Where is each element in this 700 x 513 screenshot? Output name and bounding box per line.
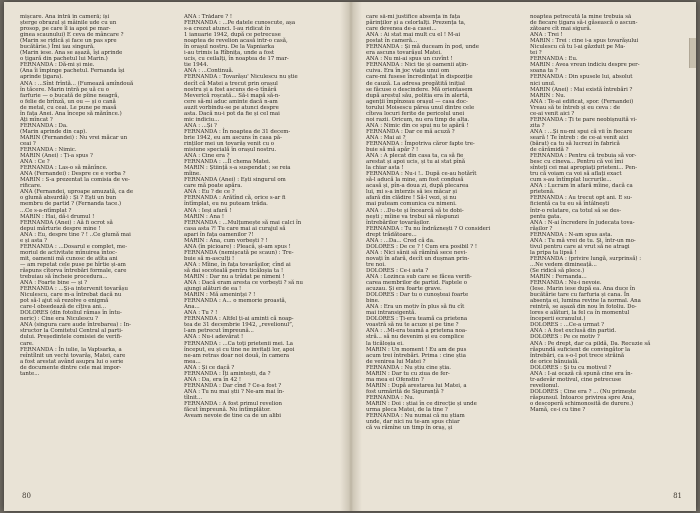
text-line: prosop, pe care îl ia apoi pe mar-: [20, 26, 111, 33]
text-line: buie să m-asculți !: [184, 255, 235, 262]
text-line: MARIN : Doi : știai în ce direcție și unde: [366, 401, 477, 407]
text-line: cuiva. Era în joc viața unui om: [366, 68, 450, 75]
text-line: mîine.: [184, 171, 201, 178]
text-line: voastră să nu te acuze și pe tine ?: [366, 322, 459, 329]
text-line: depui mărturie despre mine !: [20, 225, 101, 232]
text-line: FERNANDA : Da.: [20, 122, 68, 129]
text-line: tei ?: [530, 50, 542, 57]
text-line: FERNANDA : Nimic.: [20, 147, 77, 154]
text-line: buie să mă apăr ? !: [366, 147, 419, 154]
text-line: ANA : Tu nu mai știi ? Ne-am mai în-: [184, 388, 285, 395]
text-line: membru de partid ? (Fernanda tace.): [20, 201, 122, 208]
text-line: prietenă.: [530, 189, 555, 196]
text-line: ANA : Eu ? de ce ?: [184, 189, 235, 196]
text-line: Mamă, ce-i cu tine ?: [530, 407, 586, 414]
text-line: FERNANDA : Nu numai că nu știam: [366, 413, 465, 420]
text-line: ginea scaunului) E ceva de mâncare ?: [20, 32, 124, 39]
text-line: (Marin se ridică și face un pas spre: [20, 38, 117, 45]
book-gutter: [340, 2, 362, 511]
text-line: stră... să nu devenim și eu complice: [366, 334, 464, 341]
text-line: într-o relatare, ca totul să se des-: [530, 207, 622, 214]
text-line: de cărămidă ?: [530, 147, 569, 154]
text-line: părinților și a celorlalți. Prezența ta,: [366, 20, 466, 27]
text-line: mai puteam comunica cu nimeni.: [366, 201, 457, 208]
text-line: în orașul nostru. De la Vapniarka: [184, 44, 275, 51]
text-line: a fost arestat având asupra lui o serie: [20, 358, 124, 365]
text-line: o țigară din pachetul lui Marin.): [20, 56, 108, 63]
text-line: ANA : Și ce dacă ?: [184, 364, 235, 371]
text-line: MARIN (Anei) : Mai există întrebări ?: [530, 86, 633, 93]
text-line: FERNANDA (nemișcată pe scaun) : Tre-: [184, 249, 294, 256]
text-line: tr-adevăr motivul, cine petrecuse: [530, 376, 622, 383]
text-line: 1 ianuarie 1942, după ce petrecuse: [184, 32, 281, 39]
text-line: tre noi.: [366, 261, 386, 268]
text-line: FERNANDA (Anei) : Aă fi ocrot să: [20, 219, 113, 226]
text-line: moriul de activitate mînuirea întoc-: [20, 249, 117, 256]
text-line: fost urmărită de Siguranță ?: [366, 388, 444, 395]
text-line: mit, oamenii mă cunosc de atîta ani: [20, 255, 118, 262]
text-line: FERNANDA : Dar ce mă acuză ?: [366, 128, 455, 135]
text-line: FERNANDA : Nici tie și oamenii ațin-: [366, 62, 469, 69]
text-line: FERNANDA : A... o memorie proastă,: [184, 298, 287, 305]
text-line: FERNANDA : Las-o să mănînce.: [20, 165, 108, 172]
text-line: FERNANDA : ...Ca toți prietenii mei. La: [184, 340, 293, 347]
text-line: torului Moisescu părea unul dintre cele: [366, 104, 475, 111]
text-line: FERNANDA : Și mă duceam în pod, unde: [366, 44, 479, 51]
text-line: cere să-mi aduc aminte dacă n-am: [184, 98, 278, 105]
text-line: e și asta ?: [20, 237, 48, 244]
text-line: de fiecare țigara să-i găsească o ascun-: [530, 20, 638, 27]
text-line: FERNANDA : Arătînd că, orice s-ar fi: [184, 195, 286, 202]
text-line: reintră, se așază din nou în fotoliu. Do-: [530, 304, 637, 311]
text-line: FERNANDA : Îți amintești, da ?: [184, 370, 271, 377]
text-line: FERNANDA : Au trecut opt ani. E su-: [530, 195, 633, 202]
text-line: FERNANDA : Tu nu îndrăznești ? O consideri: [366, 225, 491, 232]
text-line: MARIN : Ana, cum vorbești ? !: [184, 237, 268, 244]
text-line: (Iese. Marin iese după ea. Ana duce în: [530, 286, 636, 293]
text-line: FERNANDA : Nu-i nevoie.: [530, 280, 602, 287]
text-line: MARIN : Ana !: [184, 213, 225, 220]
text-line: misiune specială în orașul nostru.: [184, 147, 277, 154]
text-line: ANA : Tu ? !: [184, 310, 218, 317]
text-line: l-am petrecut împreună...: [184, 328, 254, 335]
text-line: ANA : ...Și nu-mi spui că vii în fiecare: [530, 128, 633, 135]
text-line: cîteva locuri ferite de pericolul unei: [366, 110, 465, 117]
text-line: noi razii. Oricum, nu era timp de alta.: [366, 116, 470, 123]
text-line: zita ?: [530, 122, 545, 129]
text-line: ANA : ..Du-te și încearcă să te dobi-: [366, 207, 464, 214]
text-line: FERNANDA : Dar cînd ? Ce-a fost ?: [184, 382, 282, 389]
text-line: (Marin iese. Ana se așază, își aprinde: [20, 50, 123, 57]
text-line: trebuiau să încheie procedura...: [20, 274, 108, 281]
text-line: DOLORES : Ce-i asta ?: [366, 267, 429, 274]
text-line: ANA (singura care aude întrebarea) : In-: [20, 322, 132, 329]
text-line: ANA : ...Și ?: [184, 122, 217, 129]
left-page-number: 80: [22, 492, 31, 500]
text-line: mea...: [184, 358, 201, 365]
text-line: farfurie — o bucată de pîine neagră,: [20, 92, 120, 99]
text-line: mișcare. Ana intră în cameră; își: [20, 14, 110, 20]
text-line: acuzau. Și era foarte grave.: [366, 286, 442, 293]
text-line: FERNANDA : N-am spus asta.: [530, 231, 613, 238]
text-line: (Ana îi împinge pachetul. Fernanda își: [20, 68, 125, 75]
text-line: Vreau să te întreb și eu ceva : de: [530, 104, 621, 111]
text-line: mic indiciu...: [184, 116, 220, 123]
text-line: răspundă suficient de convingător la: [530, 346, 631, 353]
text-line: MARIN : Hai, dă-i drumul !: [20, 213, 95, 220]
text-line: (Se ridică să plece.): [530, 267, 585, 274]
text-line: FERNANDA : În iulie, la Vaptsarka, a: [20, 346, 122, 353]
text-line: ANA : Mîine, în fața tovarășilor, cînd ai: [184, 261, 291, 268]
text-line: ANA : ...Continuă.: [184, 68, 234, 75]
text-line: de cauză. La adresa pregătită inițial: [366, 80, 465, 87]
text-line: care devenea de-a casei...: [366, 26, 437, 33]
text-line: tante...: [20, 370, 40, 377]
text-line: absența ei, lumina revine la normal. Ana: [530, 298, 641, 305]
text-line: ANA : Da, era în 42 !: [184, 376, 242, 383]
text-line: noaptea petrecută la mine trebuia să: [530, 14, 632, 20]
text-line: rășilor ?: [530, 225, 553, 232]
text-line: MARIN : Trei : cine i-a spus tovarășului: [530, 38, 639, 45]
text-line: MARIN (Anei) : Ți-a spus ?: [20, 153, 93, 160]
text-line: ANA (Fernandei, uproape amuzată, ca de: [20, 189, 134, 196]
text-line: FERNANDA : (privire lungă, surprinsă) :: [530, 255, 642, 262]
text-line: revelionul.: [530, 382, 560, 389]
text-line: la ticăloșia ei.: [366, 340, 404, 347]
text-line: MARIN : Dar nu a trădat pe nimeni !: [184, 274, 285, 281]
text-line: (bărat) ca tu să lucrezi în fabrică: [530, 140, 620, 147]
text-line: ANA : Era un motiv în plus să fiu cît: [366, 304, 465, 311]
text-line: lores e alături, la fel ca în momentul: [530, 310, 630, 317]
text-line: decît că Matei a trecut prin orașul: [184, 80, 278, 87]
text-line: lui, mi s-a interzis să ies măcar și: [366, 189, 458, 196]
text-line: acum trei întrebări. Prima : cine știa: [366, 352, 466, 359]
text-line: casa asta ?! Tu care mai ai curajul să: [184, 225, 286, 232]
text-line: rificare.: [20, 183, 42, 190]
text-line: care-l obsedează de cîțiva ani...: [20, 304, 107, 311]
text-line: ANA (Fernandei) : Despre ce e vorba ?: [20, 171, 126, 178]
text-line: ANA : A fost exclusă din partid.: [530, 328, 617, 335]
text-line: care-mi fusese încredințat în dispoziție: [366, 74, 473, 81]
text-line: tea de 31 decembrie 1942, „revelionul”,: [184, 322, 294, 329]
text-line: pentu gata.: [530, 213, 562, 220]
text-line: FERNANDA : ...Și-a intervenit tovarășu: [20, 286, 128, 293]
text-line: ce-ai venit aici ?: [530, 110, 575, 117]
text-line: răspunsul. Întoarce privirea spre Ana,: [530, 394, 635, 401]
text-line: ajungi alături de ea !: [184, 286, 242, 293]
text-line: sînteți cei mai apropiați prieteni... Pen-: [530, 165, 638, 172]
text-line: ucis, cu ceilalți, în noaptea de 17 mar-: [184, 56, 289, 63]
text-line: carea membrilor de partid. Faptele o: [366, 280, 467, 287]
text-line: rinților mei un tovarăș venit cu o: [184, 140, 275, 147]
text-line: besc cu cineva... Pentru că voi îmi: [530, 159, 624, 166]
text-line: nești ; mîine va trebui să răspunzi: [366, 213, 459, 220]
text-line: s-a crezut atunci. I-au ridicat în: [184, 26, 271, 33]
text-line: FERNANDA : Nu știu cine știa.: [366, 364, 451, 371]
text-line: mai intransigentă.: [366, 310, 417, 317]
text-line: aprinde țigara).: [20, 74, 63, 81]
text-line: ANA : Pe drept, dar ca pildă, Da. Recuzie să: [530, 340, 651, 347]
text-line: FERNANDA : Ți te pare neobișnuită vi-: [530, 116, 637, 123]
text-line: DOLORES : Dar tu o cunoșteai foarte: [366, 292, 469, 299]
text-line: dului. Președintele comisiei de verifi-: [20, 334, 122, 341]
text-line: întrebărilor tovarășilor.: [366, 219, 430, 226]
text-line: soana ta ?: [530, 68, 558, 75]
text-line: o glumă absurdă) : Și ? Ești un bun: [20, 195, 117, 202]
text-line: șterge obrazul și mâinile ude cu un: [20, 20, 117, 27]
text-line: ANA : N-ai încredere în judecata tova-: [530, 219, 635, 226]
text-line: FERNANDA : ...Dosarul e complet, me-: [20, 243, 128, 250]
text-line: tru că voiam ca voi să aflați exact: [530, 171, 622, 178]
text-line: să dai socoteală pentru ticăloșia ta !: [184, 267, 284, 274]
text-line: auzit vorbindu-se pe atunci despre: [184, 104, 279, 111]
text-line: ma mea ei Ofenstin ?: [366, 376, 424, 383]
text-line: zătoare cît mai sigură.: [530, 26, 592, 33]
text-line: făcut împreună. Nu întîmplător.: [184, 407, 271, 414]
text-line: DOLORES : De ce ? ! Cum era posibil ? !: [366, 243, 477, 250]
text-line: DOLORES : Ți-era teamă ca prietena: [366, 316, 468, 323]
text-line: ANA : Cine era ?: [184, 153, 230, 160]
text-line: la chiar asta !: [366, 165, 404, 172]
page-tab-marker: [689, 38, 696, 68]
text-line: pot să-l ajut să rezolve o enigmă: [20, 298, 109, 305]
text-line: se făcuse o descindere. Mă orientasem: [366, 86, 473, 93]
text-line: care mă poate apăra.: [184, 183, 243, 190]
text-line: FERNANDA : A fost primul revelion: [184, 401, 282, 407]
text-line: FERNANDA : Pentru că trebuia să vor-: [530, 153, 637, 160]
text-line: MARIN : Avea vreun indiciu despre per-: [530, 62, 640, 69]
text-line: asta. Dacă nu-i pot da fie și cel mai: [184, 110, 280, 117]
text-line: tie 1944.: [184, 62, 209, 69]
text-line: MARIN : S-a prezentat la comisia de ve-: [20, 177, 130, 184]
text-line: ANA : Tu mă vrei de tu. Și, într-un mo-: [530, 237, 636, 244]
text-line: de metal, cu ceai. Le pune pe masă: [20, 104, 117, 111]
text-line: în tăcere. Marin intră pe uă cu o: [20, 86, 109, 93]
text-line: ANA : Eu, despre tine ? ! ..Ce glumă mai: [20, 231, 131, 238]
text-line: început, eu și cu tine ne invitați lor, apoi: [184, 346, 295, 353]
text-line: FERNANDA : Din spusele lui, absolut: [530, 74, 633, 81]
text-line: întrebări, ca s-o-l pot trece străină: [530, 352, 625, 359]
text-line: ANA : Mai ai ?: [366, 134, 406, 141]
text-line: FERNANDA : Dă-mi și mie.: [20, 62, 95, 69]
left-page-column-1: [20, 14, 174, 482]
text-line: ANA : A plecat din casa ta, ca să fie: [366, 153, 464, 160]
text-line: ANA : Nu-i adevărat !: [184, 334, 244, 341]
text-line: răspuns cîtorva întrebări formale, care: [20, 267, 127, 274]
text-line: ANA : Lozinca sub care se făcea verifi-: [366, 274, 472, 281]
text-line: începerii ecranului.): [530, 316, 586, 323]
text-line: brie 1942, eu am ascuns în casa pă-: [184, 134, 282, 141]
text-line: agenții împînzeau orașul — casa doc-: [366, 98, 468, 105]
text-line: ANA (în picioare) : Pleacă, și-am spus !: [184, 243, 291, 250]
right-page-column-1: [366, 14, 520, 482]
text-line: ANA : Lucram în afară mîine, dacă ca: [530, 183, 633, 190]
text-line: — am repetat cele puse pe hîrtie și-am: [20, 261, 126, 268]
text-line: să-l aducă la mine, am fost condusă: [366, 177, 464, 184]
text-line: acasă și, pîn-a doua zi, după plecarea: [366, 183, 469, 190]
text-line: DOLORES : Cine era ? ... (Nu primește: [530, 388, 637, 395]
text-line: MARIN (Fernandei) : Nu vrei măcar un: [20, 134, 128, 141]
text-line: MARIN : Mă amenințși ? !: [184, 292, 256, 299]
text-line: bine.: [366, 298, 380, 305]
text-line: o felie de brînză, un ou — și o cană: [20, 98, 116, 105]
text-line: noaptea de revelion acasă intr-o casă,: [184, 38, 288, 45]
text-line: Meverică roșcată... Să-i mapă să-n-: [184, 92, 281, 99]
text-line: după arestul său, politia era în alertă,: [366, 92, 470, 99]
right-page: [366, 6, 684, 506]
text-line: ne-am retras doar noi două, în camera: [184, 352, 290, 359]
text-line: i-au trimis la Rîbnița, unde a fost: [184, 50, 275, 57]
text-line: de venirea lui Matei ?: [366, 358, 426, 365]
text-line: Ați mîncat ?: [20, 116, 53, 123]
text-line: afară din clădire ! Să-l vezi, și nu: [366, 195, 457, 202]
text-line: FERNANDA : În noaptea de 31 decem-: [184, 128, 291, 135]
text-line: nici unul.: [530, 80, 556, 87]
text-line: care.: [20, 340, 34, 347]
left-page-column-2: [184, 14, 338, 482]
text-line: MARIN : Știință s-a suspendat ; se reia: [184, 165, 291, 172]
text-line: arestat și apoi ucis, și tu ai stat pînă: [366, 159, 466, 166]
text-line: ANA : Trădare ? !: [184, 14, 233, 20]
text-line: urma pleca Matei, de la tine ?: [366, 407, 448, 414]
text-line: că va rămîne un timp în oraș, și: [366, 425, 453, 432]
text-line: de documente dintre cele mai impor-: [20, 364, 122, 371]
text-line: care să-mi justifice absența în fața: [366, 14, 461, 20]
text-line: reîntîlnit un vechi tovarăș, Matei, care: [20, 352, 126, 359]
text-line: MARIN : Fernanda...: [530, 274, 587, 281]
text-line: MARIN : Nu.: [530, 92, 566, 99]
text-line: de orice bănuială.: [530, 358, 580, 365]
text-line: ANA : Foarte bine — și ?: [20, 280, 88, 287]
text-line: tivul pentru care ai vrut să ne atragi: [530, 243, 630, 250]
text-line: FERNANDA : ...Pe datele cunoscute, așa: [184, 20, 296, 27]
text-line: DOLORES : Și tu cu motivul ?: [530, 364, 612, 371]
text-line: (Marin aprinde din cap).: [20, 128, 87, 135]
text-line: Niculescu că tu l-ai găzduit pe Ma-: [530, 44, 626, 51]
text-line: Aveam nevoie de tine ca de un alibi: [184, 413, 281, 420]
text-line: ANA : Ieși afară !: [184, 207, 232, 214]
text-line: ANA : Nu mi-ai spus un cuvînt !: [366, 56, 453, 63]
text-line: structor la Comitetul Central al parti-: [20, 328, 123, 335]
text-line: ...Ne vedem dimineață...: [530, 261, 597, 268]
text-line: ficientă ca tu eu să întâlnești: [530, 201, 610, 208]
text-line: ANA : I-ai ocază că spună cine era în-: [530, 370, 633, 377]
text-line: DOLORES : ...Ce-a urmat ?: [530, 322, 605, 329]
text-line: MARIN : După arestarea lui Matei, a: [366, 382, 467, 389]
text-line: cum s-au întîmplat lucrurile...: [530, 177, 612, 184]
text-line: tîlnit...: [184, 394, 203, 401]
text-line: bucătărie.) Îmi iau singură.: [20, 44, 95, 51]
text-line: ANA : Ai stat mai mult cu el ! M-ai: [366, 32, 461, 39]
text-line: Ana...: [184, 304, 200, 311]
text-line: novați în afară, decît un dușman prin-: [366, 255, 470, 262]
text-line: ANA : Nici sănii să rămînă sece nevi-: [366, 249, 468, 256]
right-page-number: 81: [673, 492, 682, 500]
text-line: apari în fața oamenilor ?!: [184, 231, 254, 238]
text-line: FERNANDA : ...Îl chema Matei.: [184, 159, 271, 166]
text-line: ANA : ..Mi-era teamă a prietena noa-: [366, 328, 467, 335]
text-line: bucătărie tare cu farfuria și cana. În: [530, 292, 630, 299]
text-line: DOLORES (din fotoliul rămas în întu-: [20, 310, 122, 317]
text-line: DOLORES : Pe ce motiv ?: [530, 334, 600, 341]
text-line: unde, dar nici nu te-am spus chiar: [366, 419, 460, 426]
text-line: era ascuns tovarășul Matei.: [366, 50, 442, 57]
text-line: în fața Anei. Ana începe să mănînce.): [20, 110, 122, 117]
book-spread: [4, 2, 696, 511]
text-line: ceai ?: [20, 140, 36, 147]
text-line: ANA : ...Sînt frîntă... (Fumează amîndouă: [20, 80, 134, 87]
text-line: FERNANDA : Altfel ți-ai aminti că noap-: [184, 316, 294, 323]
text-line: o descoperă schimonosită de durere.): [530, 401, 634, 407]
text-line: drept trădătoare...: [366, 231, 417, 238]
right-page-column-2: [530, 14, 684, 482]
text-line: seară ! Te întreb : de ce-ai venit aici: [530, 134, 629, 141]
text-line: ANA : Te-ai edificat, spor. (Fernandei): [530, 98, 634, 105]
text-line: FERNANDA : Împotriva căror fapte tre-: [366, 140, 475, 147]
text-line: MARIN : Un moment ! Eu am de pus: [366, 346, 467, 353]
text-line: ANA : Nimic din ce spui nu te apără !: [366, 122, 469, 129]
text-line: neric) : Cine era Niculescu ?: [20, 316, 98, 323]
text-line: FERNANDA : Nu-i !.. După ce-au hotărît: [366, 171, 477, 178]
left-page: [20, 6, 338, 506]
text-line: postat în cameră...: [366, 38, 418, 45]
text-line: FERNANDA : Tovarășu' Niculescu nu știe: [184, 74, 298, 81]
text-line: la pripa ta lipsă !: [530, 249, 577, 256]
text-line: FERNANDA (Anei) : Ești singurul om: [184, 177, 286, 184]
text-line: FERNANDA : ...Mulțumește să mai calci în: [184, 219, 302, 226]
text-line: ANA : Dacă eram aresta ce vorbești ? să nu: [184, 280, 303, 287]
text-line: ANA : Ce ?: [20, 159, 50, 166]
text-line: ANA : ...Da... Cred că da.: [366, 237, 435, 244]
text-line: ANA : Trei !: [530, 32, 563, 39]
text-line: FERNANDA : Nu.: [366, 394, 415, 401]
text-line: întîmplat, eu nu puteam trăda.: [184, 201, 268, 208]
text-line: MARIN : Dar tu cu ziua de fer-: [366, 370, 450, 377]
text-line: FERNANDA : Eu.: [530, 56, 578, 63]
text-line: nostru și a fost ascuns de-o tînără: [184, 86, 277, 93]
text-line: Niculescu, care m-a întrebat dacă nu: [20, 292, 122, 299]
text-line: ...Ce s-a-ntîmplat ?: [20, 207, 72, 214]
